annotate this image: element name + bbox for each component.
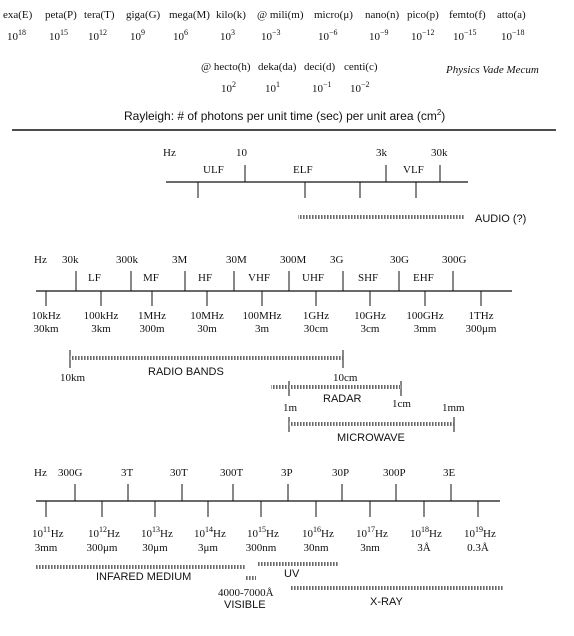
optical-freq-base: 10 [194, 528, 205, 540]
optical-freq-label [464, 525, 496, 540]
infrared-bar [36, 565, 246, 569]
radio-wave-label: 3km [91, 323, 111, 335]
prefix-power-base: 10 [265, 83, 276, 95]
optical-freq-base: 10 [32, 528, 43, 540]
radio-band-label: MF [143, 272, 159, 284]
prefix-power-exp: −9 [380, 28, 389, 37]
audio-section [163, 147, 526, 225]
radio-wave-label: 30km [33, 323, 59, 335]
prefix-power-exp: 12 [99, 28, 107, 37]
radio-band-label: UHF [302, 272, 325, 284]
radio-band-label: EHF [413, 272, 434, 284]
optical-freq-label [356, 525, 388, 540]
audio-top-label: 30k [431, 147, 448, 159]
optical-freq-exp: 13 [152, 525, 160, 534]
prefix-power-base: 10 [501, 31, 512, 43]
prefix-name: centi(c) [344, 61, 378, 73]
optical-wave-label: 3μm [198, 542, 218, 554]
optical-freq-exp: 15 [258, 525, 266, 534]
optical-freq-unit: Hz [429, 528, 442, 540]
optical-freq-label [247, 525, 279, 540]
radio-freq-label: 100GHz [406, 310, 444, 322]
optical-freq-base: 10 [410, 528, 421, 540]
optical-top-label: 300G [58, 467, 83, 479]
optical-wave-label: 3Å [417, 542, 431, 554]
prefix-power-base: 10 [453, 31, 464, 43]
optical-wave-label: 300μm [86, 542, 118, 554]
optical-freq-label [141, 525, 173, 540]
xray-bar [290, 586, 504, 590]
prefix-name: giga(G) [126, 9, 161, 21]
prefix-power-exp: 3 [231, 28, 235, 37]
radio-wave-label: 3m [254, 323, 270, 335]
radar-start: 1m [283, 402, 298, 414]
prefix-power [7, 28, 26, 43]
prefix-power-exp: 9 [141, 28, 145, 37]
optical-top-label: 3P [281, 467, 293, 479]
prefix-power-exp: −15 [464, 28, 477, 37]
si-prefix-row [3, 9, 526, 43]
radio-band-label: SHF [358, 272, 379, 284]
infrared-label: INFARED MEDIUM [96, 571, 192, 583]
radio-bands-label: RADIO BANDS [148, 366, 224, 378]
radio-bands-start: 10km [60, 372, 86, 384]
radio-top-label: 3M [172, 254, 188, 266]
audio-range-bar [298, 215, 464, 219]
microwave-label: MICROWAVE [337, 432, 405, 444]
prefix-power-exp: −18 [512, 28, 525, 37]
prefix-name: deci(d) [304, 61, 336, 73]
optical-freq-unit: Hz [266, 528, 279, 540]
prefix-name: nano(n) [365, 9, 400, 21]
optical-wave-label: 30μm [142, 542, 168, 554]
audio-top-label: 3k [376, 147, 387, 159]
radio-band-labels [88, 272, 434, 284]
prefix-power [318, 28, 338, 43]
optical-freq-label [410, 525, 442, 540]
optical-freq-label [88, 525, 120, 540]
radio-freq-label: 10MHz [190, 310, 224, 322]
prefix-name: @ mili(m) [257, 9, 304, 21]
rayleigh-definition [124, 108, 445, 123]
optical-hz-label: Hz [34, 467, 47, 479]
optical-freq-exp: 11 [43, 525, 51, 534]
optical-top-label: 30P [332, 467, 350, 479]
radio-freq-label: 1THz [468, 310, 494, 322]
visible-range-label: 4000-7000Å [218, 587, 274, 599]
optical-top-labels [58, 467, 456, 479]
optical-freq-base: 10 [464, 528, 475, 540]
radio-wave-label: 300μm [465, 323, 497, 335]
radio-wave-label: 300m [139, 323, 165, 335]
radio-band-label: VHF [248, 272, 271, 284]
prefix-power [312, 80, 332, 95]
optical-freq-base: 10 [141, 528, 152, 540]
radio-top-label: 300M [280, 254, 307, 266]
prefix-power-base: 10 [7, 31, 18, 43]
prefix-power [453, 28, 477, 43]
radio-band-label: HF [198, 272, 213, 284]
prefix-power-exp: 15 [60, 28, 68, 37]
prefix-name: tera(T) [84, 9, 115, 21]
radio-bands-end: 10cm [333, 372, 358, 384]
radio-bottom-labels [31, 310, 497, 335]
prefix-power [130, 28, 145, 43]
optical-wave-label: 3nm [360, 542, 380, 554]
optical-wave-label: 3mm [34, 542, 58, 554]
optical-freq-exp: 19 [475, 525, 483, 534]
radar-label: RADAR [323, 393, 362, 405]
prefix-power [173, 28, 188, 43]
prefix-power-base: 10 [312, 83, 323, 95]
source-note: Physics Vade Mecum [446, 64, 539, 76]
radio-top-label: 30k [62, 254, 79, 266]
optical-freq-exp: 12 [99, 525, 107, 534]
prefix-name: femto(f) [449, 9, 486, 21]
optical-freq-unit: Hz [375, 528, 388, 540]
optical-freq-unit: Hz [483, 528, 496, 540]
microwave-end: 1mm [442, 402, 465, 414]
optical-freq-unit: Hz [321, 528, 334, 540]
xray-label: X-RAY [370, 596, 403, 608]
prefix-power-base: 10 [220, 31, 231, 43]
audio-hz-label: Hz [163, 147, 176, 159]
radio-top-label: 300G [442, 254, 467, 266]
optical-freq-unit: Hz [50, 528, 64, 540]
optical-top-label: 3E [443, 467, 456, 479]
optical-bottom-labels [32, 525, 496, 554]
optical-freq-exp: 16 [313, 525, 321, 534]
optical-freq-base: 10 [88, 528, 99, 540]
optical-freq-label [32, 525, 64, 540]
radio-top-label: 300k [116, 254, 138, 266]
radio-bands-bar [70, 356, 343, 360]
prefix-name: exa(E) [3, 9, 33, 21]
optical-freq-base: 10 [302, 528, 313, 540]
radio-top-label: 30M [226, 254, 247, 266]
prefix-name: micro(μ) [314, 9, 353, 21]
optical-top-label: 300P [383, 467, 406, 479]
prefix-power-exp: 2 [232, 80, 236, 89]
prefix-power-base: 10 [173, 31, 184, 43]
optical-freq-exp: 14 [205, 525, 213, 534]
optical-top-label: 30T [170, 467, 188, 479]
radio-freq-label: 1MHz [137, 310, 167, 322]
prefix-power-base: 10 [130, 31, 141, 43]
prefix-power [350, 80, 370, 95]
prefix-name: peta(P) [45, 9, 77, 21]
radio-top-label: 3G [330, 254, 344, 266]
radio-wave-label: 30cm [303, 323, 329, 335]
prefix-power [411, 28, 435, 43]
audio-range-label: AUDIO (?) [475, 213, 527, 225]
optical-wave-label: 300nm [245, 542, 277, 554]
prefix-power-base: 10 [49, 31, 60, 43]
band-label-vlf: VLF [403, 164, 424, 176]
prefix-power-base: 10 [261, 31, 272, 43]
prefix-power-base: 10 [369, 31, 380, 43]
prefix-power-exp: 18 [18, 28, 26, 37]
prefix-name: @ hecto(h) [201, 61, 251, 73]
radio-ticks-down [46, 291, 481, 306]
optical-freq-exp: 17 [367, 525, 375, 534]
optical-freq-exp: 18 [421, 525, 429, 534]
radio-band-label: LF [88, 272, 101, 284]
optical-freq-unit: Hz [213, 528, 226, 540]
prefix-power-base: 10 [411, 31, 422, 43]
radar-bar [271, 385, 401, 389]
radio-freq-label: 1GHz [302, 310, 330, 322]
prefix-power-base: 10 [88, 31, 99, 43]
microwave-bar [289, 422, 454, 426]
prefix-power-base: 10 [221, 83, 232, 95]
optical-ticks-up [75, 484, 451, 501]
prefix-power [261, 28, 281, 43]
radio-section [31, 254, 512, 444]
optical-top-label: 3T [121, 467, 134, 479]
optical-freq-base: 10 [247, 528, 258, 540]
radio-wave-label: 3mm [413, 323, 437, 335]
prefix-power-exp: 6 [184, 28, 188, 37]
optical-section [32, 467, 504, 611]
rayleigh-sup: 2 [436, 108, 442, 117]
prefix-power-exp: −12 [422, 28, 435, 37]
band-label-elf: ELF [293, 164, 313, 176]
si-prefix-row-secondary [201, 61, 378, 95]
optical-wave-label: 30nm [303, 542, 329, 554]
radio-top-labels [62, 254, 467, 266]
optical-top-label: 300T [220, 467, 244, 479]
prefix-name: deka(da) [258, 61, 297, 73]
radio-hz-label: Hz [34, 254, 47, 266]
prefix-name: mega(M) [169, 9, 210, 21]
optical-freq-unit: Hz [107, 528, 120, 540]
optical-ticks-down [46, 501, 478, 517]
radio-wave-label: 3cm [360, 323, 380, 335]
optical-freq-label [302, 525, 334, 540]
prefix-power-exp: −6 [329, 28, 338, 37]
radio-wave-label: 30m [197, 323, 217, 335]
optical-wave-label: 0.3Å [467, 542, 489, 554]
radio-freq-label: 100MHz [242, 310, 282, 322]
prefix-power [501, 28, 525, 43]
prefix-power [221, 80, 236, 95]
uv-bar [258, 562, 338, 566]
visible-label: VISIBLE [224, 599, 266, 611]
prefix-power [220, 28, 235, 43]
prefix-power-base: 10 [318, 31, 329, 43]
prefix-name: atto(a) [497, 9, 526, 21]
prefix-power-exp: −2 [361, 80, 370, 89]
optical-freq-unit: Hz [160, 528, 173, 540]
prefix-power-exp: −1 [323, 80, 332, 89]
radio-freq-label: 100kHz [83, 310, 119, 322]
prefix-power [265, 80, 280, 95]
prefix-power [49, 28, 68, 43]
audio-top-label: 10 [236, 147, 247, 159]
optical-freq-label [194, 525, 226, 540]
rayleigh-close: ) [441, 109, 446, 123]
radio-freq-label: 10GHz [354, 310, 386, 322]
visible-bar [246, 576, 256, 580]
prefix-power-base: 10 [350, 83, 361, 95]
prefix-power-exp: −3 [272, 28, 281, 37]
optical-freq-base: 10 [356, 528, 367, 540]
radar-end: 1cm [392, 398, 411, 410]
prefix-power-exp: 1 [276, 80, 280, 89]
prefix-power [369, 28, 389, 43]
prefix-name: pico(p) [407, 9, 439, 21]
radio-freq-label: 10kHz [31, 310, 61, 322]
rayleigh-text: Rayleigh: # of photons per unit time (sec) per unit area (cm [124, 109, 437, 123]
uv-label: UV [284, 568, 300, 580]
prefix-name: kilo(k) [216, 9, 246, 21]
prefix-power [88, 28, 107, 43]
band-label-ulf: ULF [203, 164, 224, 176]
radio-top-label: 30G [390, 254, 409, 266]
